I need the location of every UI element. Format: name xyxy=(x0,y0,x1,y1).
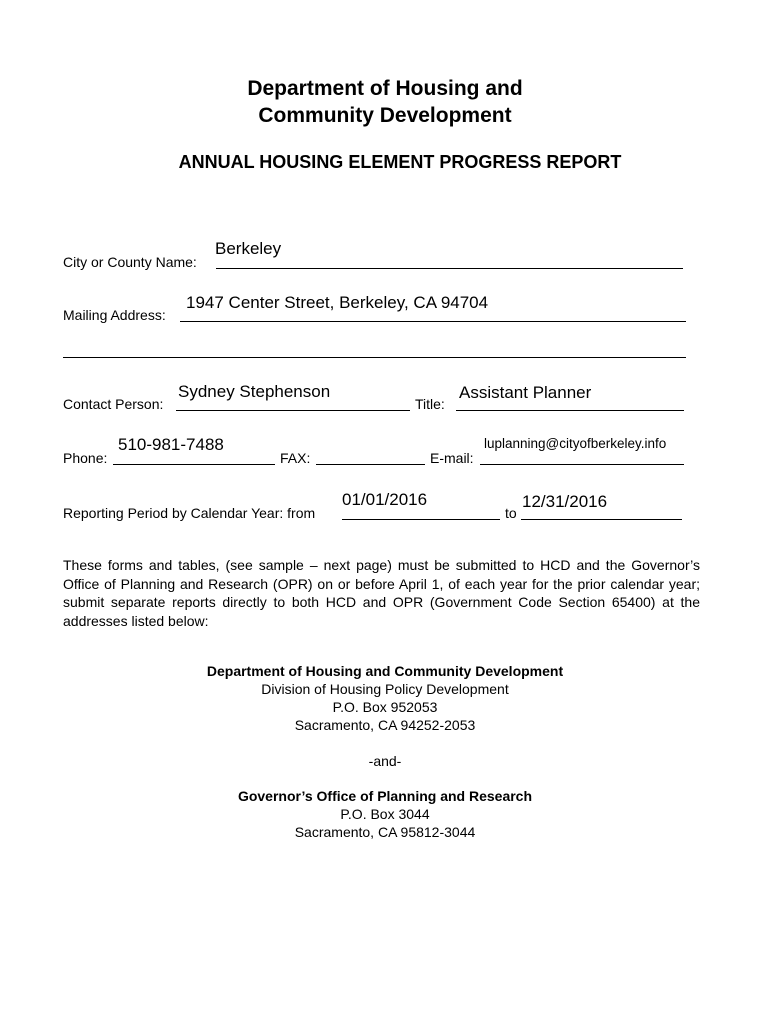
contact-person-field[interactable]: Sydney Stephenson xyxy=(178,382,331,401)
hcd-city: Sacramento, CA 94252-2053 xyxy=(294,717,476,733)
period-to-field[interactable]: 12/31/2016 xyxy=(522,492,608,511)
opr-address xyxy=(0,787,770,841)
opr-city: Sacramento, CA 95812-3044 xyxy=(294,824,476,840)
email-field[interactable]: luplanning@cityofberkeley.info xyxy=(484,436,667,451)
city-field[interactable]: Berkeley xyxy=(215,239,282,258)
phone-line xyxy=(113,464,275,465)
hcd-address xyxy=(0,662,770,734)
page-title-line-1: Department of Housing and xyxy=(247,77,523,100)
opr-po-box: P.O. Box 3044 xyxy=(340,806,430,822)
mailing-line-2[interactable] xyxy=(63,357,686,358)
title-label: Title: xyxy=(415,396,445,412)
city-line xyxy=(216,268,683,269)
page-title-line-2: Community Development xyxy=(258,104,512,127)
contact-label: Contact Person: xyxy=(63,396,164,412)
title-line xyxy=(456,410,684,411)
and-separator: -and- xyxy=(368,753,402,769)
mailing-line xyxy=(180,321,686,322)
period-to-label: to xyxy=(505,505,517,521)
mailing-address-field[interactable]: 1947 Center Street, Berkeley, CA 94704 xyxy=(186,293,489,312)
hcd-po-box: P.O. Box 952053 xyxy=(332,699,438,715)
period-label: Reporting Period by Calendar Year: from xyxy=(63,505,316,521)
period-from-field[interactable]: 01/01/2016 xyxy=(342,490,428,509)
fax-field[interactable] xyxy=(316,464,425,465)
hcd-name: Department of Housing and Community Development xyxy=(206,663,564,679)
report-subtitle: ANNUAL HOUSING ELEMENT PROGRESS REPORT xyxy=(178,152,622,172)
fax-label: FAX: xyxy=(280,450,311,466)
period-to-line xyxy=(521,519,682,520)
instructions-paragraph: These forms and tables, (see sample – next page) must be submitted to HCD and the Governor’s Office of Planning and Research (OPR) on or before April 1, of each year for the prior calendar year; submit separate reports directly to both HCD and OPR (Government Code Section 65400) at the addresses listed below: xyxy=(63,557,700,629)
email-label: E-mail: xyxy=(430,450,474,466)
period-from-line xyxy=(342,519,500,520)
contact-line xyxy=(176,410,410,411)
city-label: City or County Name: xyxy=(63,254,197,270)
mailing-label: Mailing Address: xyxy=(63,307,166,323)
email-line xyxy=(480,464,684,465)
hcd-division: Division of Housing Policy Development xyxy=(261,681,509,697)
opr-name: Governor’s Office of Planning and Research xyxy=(237,788,533,804)
phone-field[interactable]: 510-981-7488 xyxy=(118,435,224,454)
phone-label: Phone: xyxy=(63,450,108,466)
title-field[interactable]: Assistant Planner xyxy=(459,383,592,402)
